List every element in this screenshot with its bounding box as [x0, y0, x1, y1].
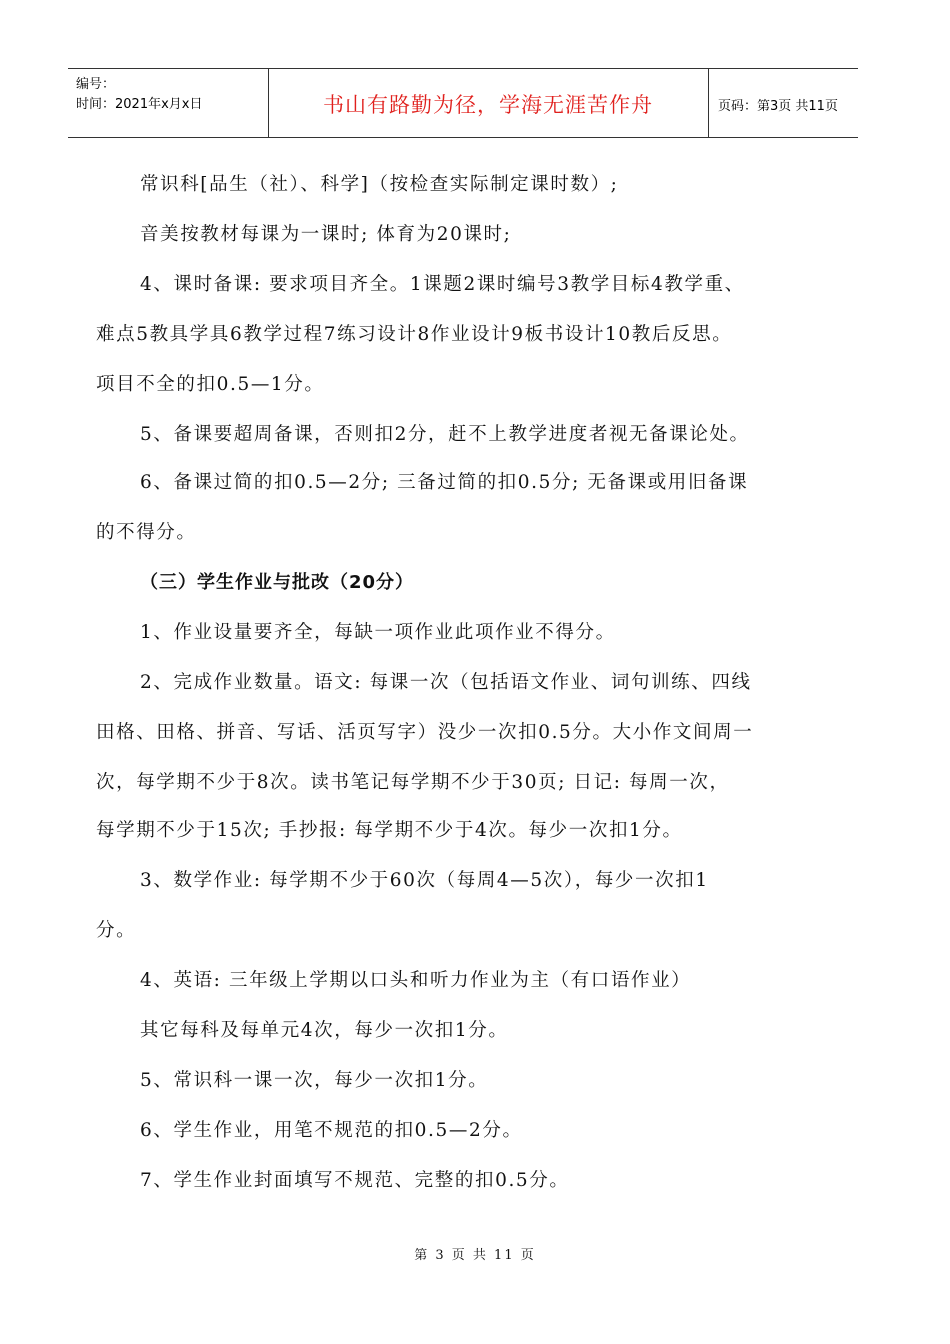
body-line: 常识科[品生（社）、科学]（按检查实际制定课时数）;: [140, 174, 619, 195]
document-number-label: 编号：: [76, 77, 116, 92]
body-line: 6、学生作业，用笔不规范的扣0.5—2分。: [140, 1120, 523, 1141]
body-line: 难点5教具学具6教学过程7练习设计8作业设计9板书设计10教后反思。: [96, 324, 733, 345]
section-heading: （三）学生作业与批改（20分）: [140, 572, 415, 593]
body-line: 5、常识科一课一次，每少一次扣1分。: [140, 1070, 489, 1091]
body-line: 4、课时备课: 要求项目齐全。1课题2课时编号3教学目标4教学重、: [140, 274, 745, 295]
header-info-cell: [68, 69, 269, 137]
body-line: 7、学生作业封面填写不规范、完整的扣0.5分。: [140, 1170, 570, 1191]
body-line: 分。: [96, 920, 137, 941]
body-line: 2、完成作业数量。语文: 每课一次（包括语文作业、词句训练、四线: [140, 672, 752, 693]
body-line: 音美按教材每课为一课时; 体育为20课时;: [140, 224, 512, 245]
page-header: [68, 68, 858, 138]
body-line: 项目不全的扣0.5—1分。: [96, 374, 325, 395]
header-page-cell: [708, 69, 858, 137]
body-line: 1、作业设量要齐全，每缺一项作业此项作业不得分。: [140, 622, 616, 643]
header-page-label: 页码：第3页 共11页: [718, 99, 838, 114]
body-line: 田格、田格、拼音、写话、活页写字）没少一次扣0.5分。大小作文间周一: [96, 722, 754, 743]
body-line: 其它每科及每单元4次，每少一次扣1分。: [140, 1020, 509, 1041]
body-line: 6、备课过简的扣0.5—2分; 三备过简的扣0.5分; 无备课或用旧备课: [140, 472, 749, 493]
body-line: 每学期不少于15次; 手抄报: 每学期不少于4次。每少一次扣1分。: [96, 820, 683, 841]
body-line: 4、英语: 三年级上学期以口头和听力作业为主（有口语作业）: [140, 970, 692, 991]
body-line: 5、备课要超周备课，否则扣2分，赶不上教学进度者视无备课论处。: [140, 424, 750, 445]
body-line: 的不得分。: [96, 522, 197, 543]
body-line: 次，每学期不少于8次。读书笔记每学期不少于30页; 日记: 每周一次，: [96, 772, 730, 793]
header-motto: 书山有路勤为径，学海无涯苦作舟: [323, 93, 653, 117]
body-line: 3、数学作业: 每学期不少于60次（每周4—5次），每少一次扣1: [140, 870, 709, 891]
document-time-label: 时间：2021年x月x日: [76, 97, 203, 112]
page-footer: 第 3 页 共 11 页: [414, 1248, 536, 1263]
header-motto-cell: [268, 69, 709, 137]
